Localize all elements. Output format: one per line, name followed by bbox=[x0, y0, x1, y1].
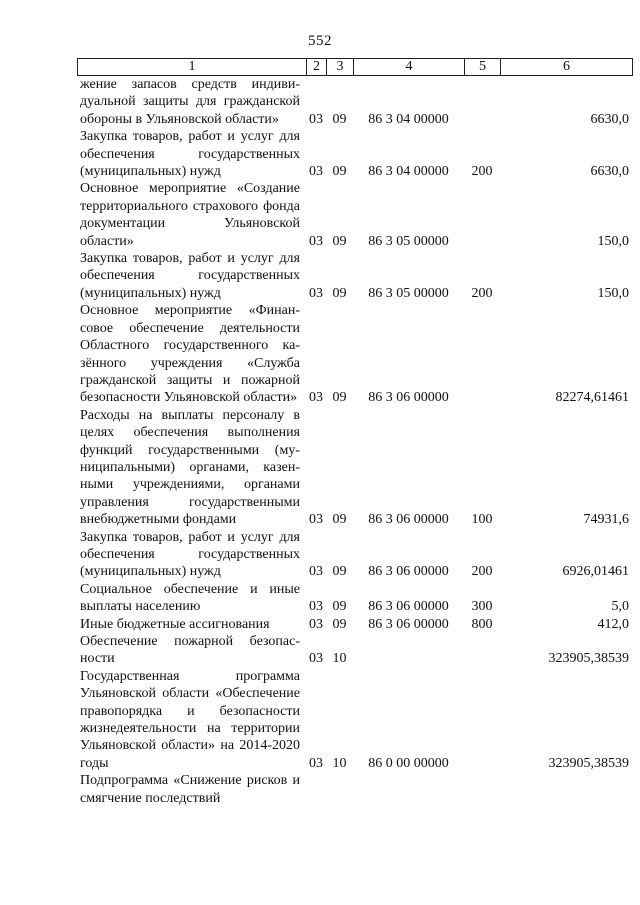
row-amount: 323905,38539 bbox=[548, 651, 629, 667]
table-row bbox=[77, 302, 632, 406]
row-description: жение запасов средств индивидуальной защиты для гражданской обороны в Ульяновской области» bbox=[80, 77, 300, 127]
row-amount: 82274,61461 bbox=[555, 390, 629, 406]
row-amount bbox=[500, 772, 632, 807]
row-amount: 323905,38539 bbox=[548, 755, 629, 771]
row-amount: 412,0 bbox=[597, 616, 629, 632]
column-header-5: 5 bbox=[465, 59, 501, 76]
row-description: Основное мероприятие «Финансовое обеспечение деятельности Областного государственного казённого учреждения «Служба гражданской защиты и пожарной безопасности Ульяновской области» bbox=[80, 303, 300, 406]
page-number: 552 bbox=[308, 33, 332, 49]
row-amount: 6926,01461 bbox=[562, 564, 629, 580]
table-row bbox=[77, 581, 632, 616]
row-subsection-code: 09 bbox=[332, 164, 347, 180]
row-amount: 6630,0 bbox=[590, 111, 629, 127]
column-header-2: 2 bbox=[307, 59, 327, 76]
row-description: Закупка товаров, работ и услуг для обеспечения государственных (муниципальных) нужд bbox=[80, 251, 300, 301]
row-description: Расходы на выплаты персоналу в целях обеспечения выполнения функций государственными (муниципальными) органами, казенными учреждениями, органами управления государственными внебюджетными фондами bbox=[80, 407, 300, 528]
row-section-code: 03 bbox=[309, 111, 323, 127]
row-expense-type bbox=[464, 633, 500, 668]
table-row bbox=[77, 668, 632, 772]
row-amount: 150,0 bbox=[597, 233, 629, 249]
row-target-article: 86 3 05 00000 bbox=[368, 233, 449, 249]
row-subsection-code: 09 bbox=[332, 233, 347, 249]
table-row bbox=[77, 616, 632, 633]
row-expense-type: 800 bbox=[471, 616, 493, 632]
row-section-code: 03 bbox=[309, 616, 323, 632]
row-section-code: 03 bbox=[309, 164, 323, 180]
row-subsection-code: 09 bbox=[332, 616, 347, 632]
row-target-article: 86 3 06 00000 bbox=[368, 390, 449, 406]
row-subsection-code: 09 bbox=[332, 512, 347, 528]
row-amount: 150,0 bbox=[597, 285, 629, 301]
column-header-3: 3 bbox=[327, 59, 354, 76]
budget-table bbox=[77, 76, 632, 807]
table-row bbox=[77, 76, 632, 128]
column-header-4: 4 bbox=[354, 59, 465, 76]
table-row bbox=[77, 180, 632, 250]
row-description: Подпрограмма «Снижение рисков и смягчение последствий bbox=[80, 773, 300, 806]
row-description: Социальное обеспечение и иные выплаты населению bbox=[80, 581, 300, 615]
table-row bbox=[77, 633, 632, 668]
column-header-row bbox=[78, 59, 633, 76]
table-row bbox=[77, 407, 632, 529]
row-subsection-code: 09 bbox=[332, 564, 347, 580]
row-expense-type: 200 bbox=[471, 564, 493, 580]
column-header-table bbox=[77, 58, 633, 76]
row-target-article bbox=[353, 633, 464, 668]
row-expense-type bbox=[464, 76, 500, 128]
row-section-code: 03 bbox=[309, 755, 323, 771]
table-row bbox=[77, 772, 632, 807]
row-description: Обеспечение пожарной безопасности bbox=[80, 634, 300, 667]
row-target-article: 86 3 06 00000 bbox=[368, 512, 449, 528]
row-section-code: 03 bbox=[309, 564, 323, 580]
column-header-1: 1 bbox=[78, 59, 307, 76]
row-expense-type: 300 bbox=[471, 599, 493, 615]
table-row bbox=[77, 529, 632, 581]
row-section-code: 03 bbox=[309, 390, 323, 406]
column-header-6: 6 bbox=[501, 59, 633, 76]
row-subsection-code: 10 bbox=[332, 755, 347, 771]
row-subsection-code bbox=[326, 772, 353, 807]
row-subsection-code: 10 bbox=[332, 651, 347, 667]
row-section-code: 03 bbox=[309, 285, 323, 301]
row-target-article: 86 3 05 00000 bbox=[368, 285, 449, 301]
row-target-article bbox=[353, 772, 464, 807]
row-subsection-code: 09 bbox=[332, 285, 347, 301]
row-target-article: 86 3 04 00000 bbox=[368, 111, 449, 127]
row-section-code bbox=[306, 772, 326, 807]
row-description: Основное мероприятие «Создание территориального страхового фонда документации Ульяновской области» bbox=[80, 181, 300, 249]
row-expense-type: 200 bbox=[471, 164, 493, 180]
row-section-code: 03 bbox=[309, 233, 323, 249]
row-subsection-code: 09 bbox=[332, 111, 347, 127]
row-section-code: 03 bbox=[309, 599, 323, 615]
row-expense-type bbox=[464, 180, 500, 250]
row-target-article: 86 3 06 00000 bbox=[368, 564, 449, 580]
row-target-article: 86 3 04 00000 bbox=[368, 164, 449, 180]
row-description: Иные бюджетные ассигнования bbox=[80, 616, 270, 632]
row-description: Закупка товаров, работ и услуг для обеспечения государственных (муниципальных) нужд bbox=[80, 529, 300, 580]
row-description: Государственная программа Ульяновской области «Обеспечение правопорядка и безопасности жизнедеятельности на территории Ульяновской области» на 2014-2020 годы bbox=[80, 668, 300, 771]
row-target-article: 86 3 06 00000 bbox=[368, 599, 449, 615]
row-target-article: 86 0 00 00000 bbox=[368, 755, 449, 771]
row-subsection-code: 09 bbox=[332, 390, 347, 406]
row-amount: 74931,6 bbox=[583, 512, 629, 528]
row-description: Закупка товаров, работ и услуг для обеспечения государственных (муниципальных) нужд bbox=[80, 129, 300, 180]
row-section-code: 03 bbox=[309, 512, 323, 528]
table-row bbox=[77, 250, 632, 302]
row-expense-type bbox=[464, 772, 500, 807]
row-subsection-code: 09 bbox=[332, 599, 347, 615]
row-expense-type: 100 bbox=[471, 512, 493, 528]
row-amount: 6630,0 bbox=[590, 164, 629, 180]
table-row bbox=[77, 128, 632, 180]
row-target-article: 86 3 06 00000 bbox=[368, 616, 449, 632]
row-amount: 5,0 bbox=[611, 599, 629, 615]
row-section-code: 03 bbox=[309, 651, 323, 667]
row-expense-type: 200 bbox=[471, 285, 493, 301]
row-expense-type bbox=[464, 668, 500, 772]
row-expense-type bbox=[464, 302, 500, 406]
